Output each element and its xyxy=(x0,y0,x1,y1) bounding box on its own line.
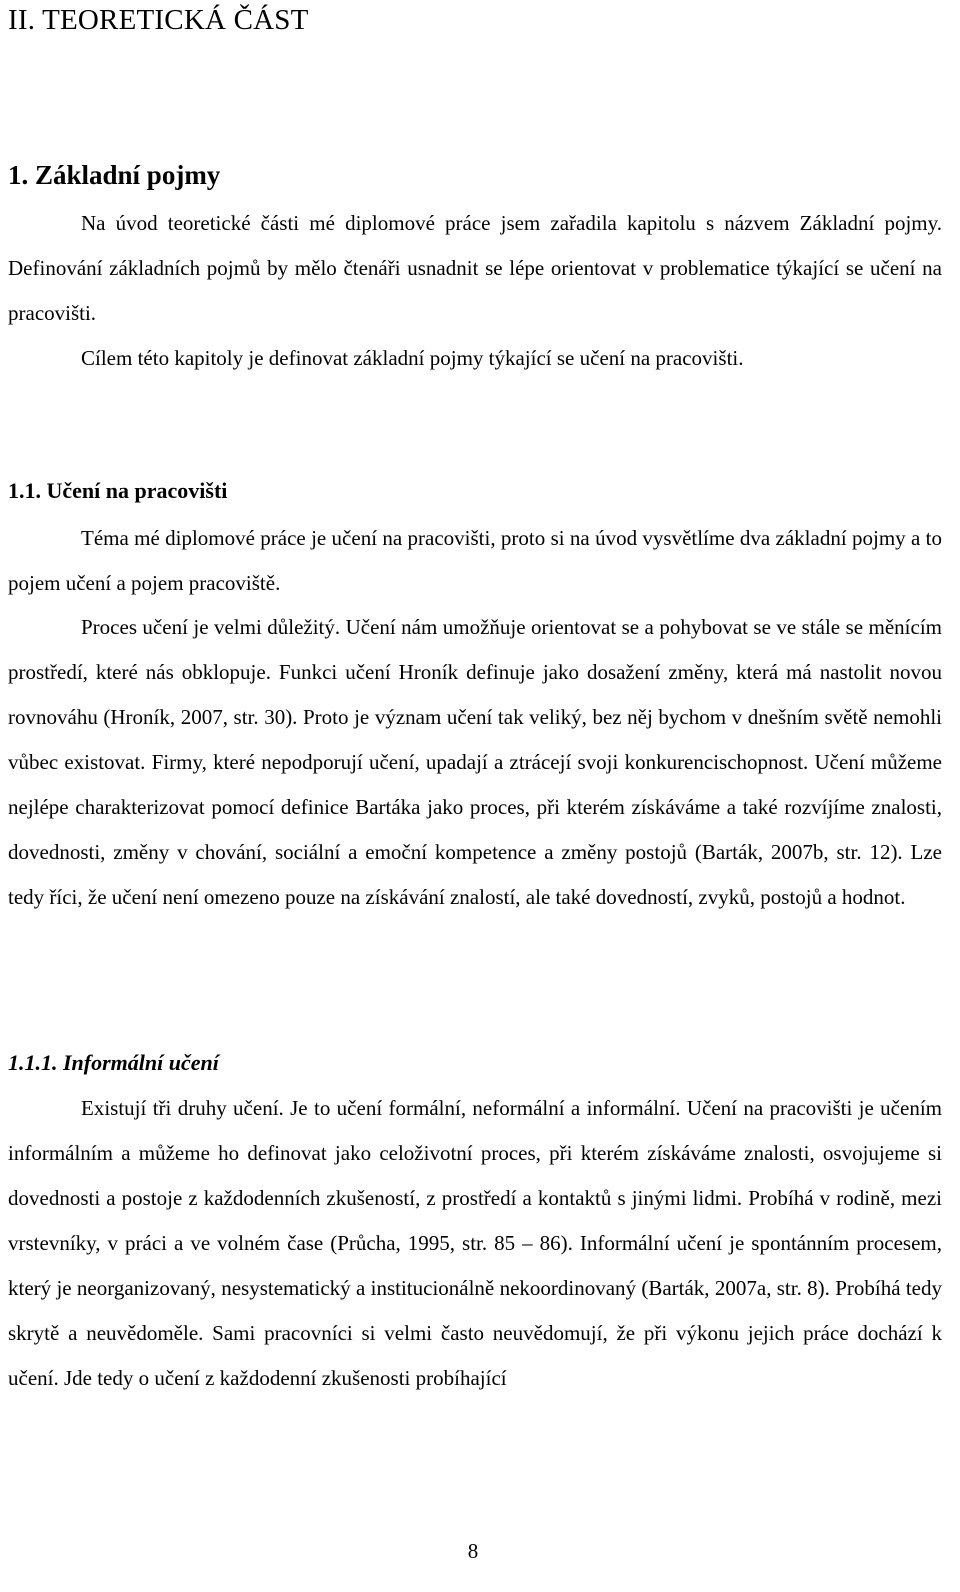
section-paragraph xyxy=(8,605,942,920)
subsection-heading: 1.1.1. Informální učení xyxy=(8,1050,219,1075)
paragraph-text: Proces učení je velmi důležitý. Učení nám umožňuje orientovat se a pohybovat se ve stále se měnícím prostředí, které nás obklopuje. Funkci učení Hroník definuje jako dosažení změny, která má nastolit novou rovnováhu (Hroník, 2007, str. 30). Proto je význam učení tak veliký, bez něj bychom v dnešním světě nemohli vůbec existovat. Firmy, které nepodporují učení, upadají a ztrácejí svoji konkurencischopnost. Učení můžeme nejlépe charakterizovat pomocí definice Bartáka jako proces, při kterém získáváme a také rozvíjíme znalosti, dovednosti, změny v chování, sociální a emoční kompetence a změny postojů (Barták, 2007b, str. 12). Lze tedy říci, že učení není omezeno pouze na získávání znalostí, ale také dovedností, zvyků, postojů a hodnot. xyxy=(8,615,942,909)
chapter-paragraph xyxy=(8,201,942,336)
chapter-paragraph xyxy=(8,336,942,381)
page-number: 8 xyxy=(467,1539,479,1563)
section-paragraph xyxy=(8,516,942,606)
paragraph-text: Cílem této kapitoly je definovat základní pojmy týkající se učení na pracovišti. xyxy=(81,346,744,370)
paragraph-text: Téma mé diplomové práce je učení na pracovišti, proto si na úvod vysvětlíme dva základní pojmy a to pojem učení a pojem pracoviště. xyxy=(8,526,942,595)
section-heading: 1.1. Učení na pracovišti xyxy=(8,478,228,503)
chapter-heading: 1. Základní pojmy xyxy=(8,160,221,190)
paragraph-text: Existují tři druhy učení. Je to učení formální, neformální a informální. Učení na pracovišti je učením informálním a můžeme ho definovat jako celoživotní proces, při kterém získáváme znalosti, osvojujeme si dovednosti a postoje z každodenních zkušeností, z prostředí a kontaktů s jinými lidmi. Probíhá v rodině, mezi vrstevníky, v práci a ve volném čase (Průcha, 1995, str. 85 – 86). Informální učení je spontánním procesem, který je neorganizovaný, nesystematický a institucionálně nekoordinovaný (Barták, 2007a, str. 8). Probíhá tedy skrytě a neuvědoměle. Sami pracovníci si velmi často neuvědomují, že při výkonu jejich práce dochází k učení. Jde tedy o učení z každodenní zkušenosti probíhající xyxy=(8,1096,942,1390)
paragraph-text: Na úvod teoretické části mé diplomové práce jsem zařadila kapitolu s názvem Základní pojmy. Definování základních pojmů by mělo čtenáři usnadnit se lépe orientovat v problematice týkající se učení na pracovišti. xyxy=(8,211,942,325)
subsection-paragraph xyxy=(8,1086,942,1401)
part-title: II. TEORETICKÁ ČÁST xyxy=(8,4,309,36)
